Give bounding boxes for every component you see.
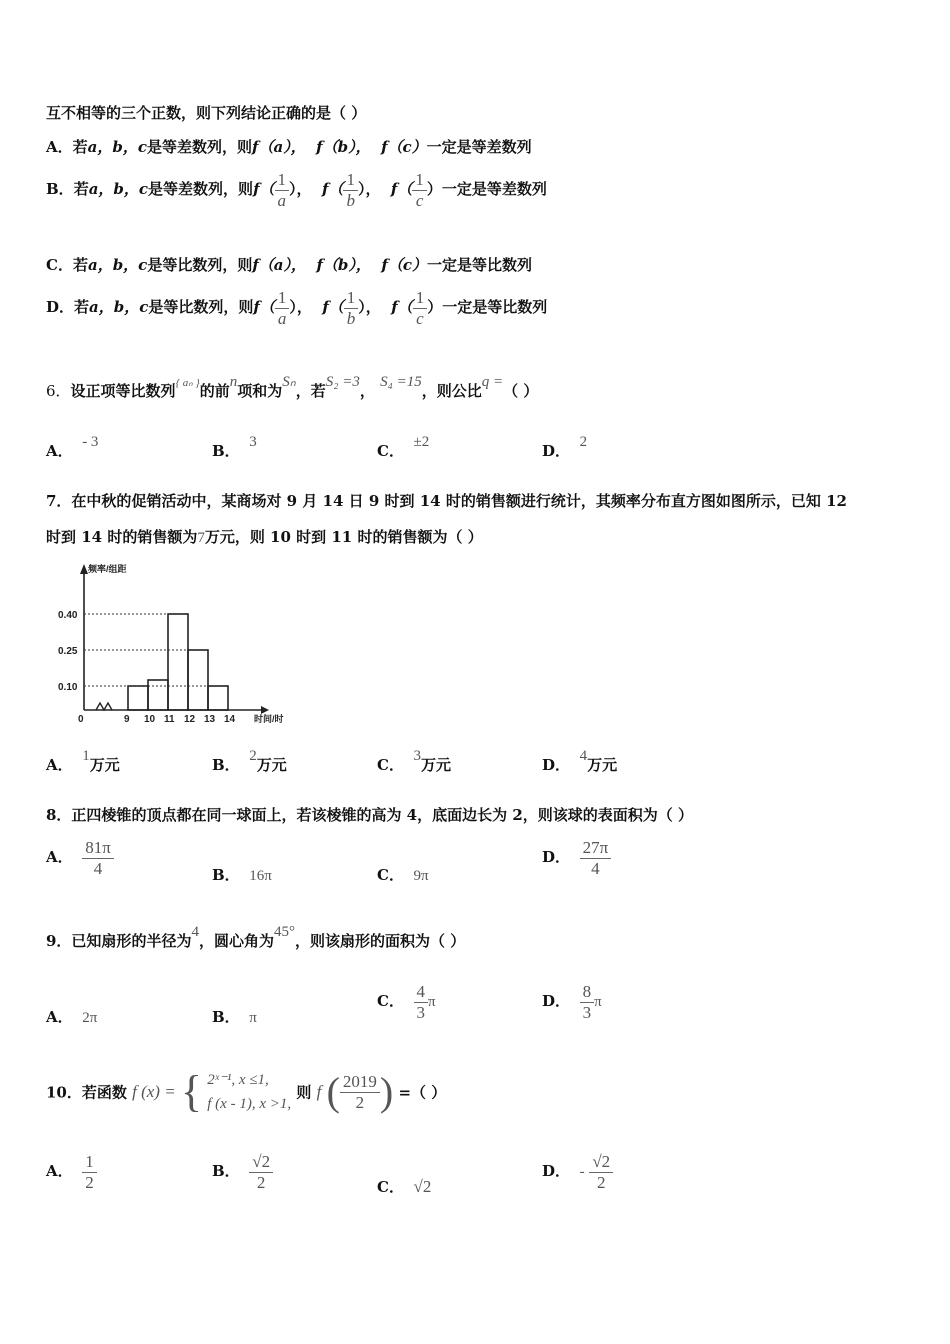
piecewise-cases: [207, 1068, 291, 1116]
x-axis-arrow: [261, 706, 269, 714]
q7-option-b[interactable]: [212, 748, 287, 775]
fraction-num: 4: [416, 982, 425, 1001]
option-value: - 3: [82, 434, 99, 450]
fraction: [580, 982, 595, 1022]
q5-option-c[interactable]: [46, 254, 532, 275]
option-tail: π: [594, 994, 602, 1011]
stem-text: ，若: [295, 382, 326, 400]
option-f1: f（a），: [252, 138, 306, 156]
fraction-num: √2: [592, 1152, 611, 1171]
stem-text: （ ）: [503, 382, 539, 400]
f-open: f（: [391, 298, 413, 317]
stem-text: 万元，则 10 时到 11 时的销售额为（ ）: [204, 528, 483, 546]
q10-option-c[interactable]: [377, 1176, 431, 1197]
fraction-num: 8: [582, 982, 592, 1001]
option-value: 2π: [82, 1010, 98, 1026]
fraction: [275, 288, 290, 328]
x-tick-label: 11: [164, 714, 175, 725]
fraction-num: 1: [277, 288, 287, 307]
fraction: [413, 288, 428, 328]
option-f2: f（b），: [316, 256, 371, 274]
histogram-bar: [148, 680, 168, 710]
stem-text: 则: [296, 1083, 312, 1102]
sn-symbol: Sₙ: [282, 374, 296, 390]
histogram-bar: [208, 686, 228, 710]
fraction-num: 81π: [85, 838, 111, 857]
paren-close: ），: [358, 298, 381, 317]
option-text-mid: 是等比数列，则: [147, 256, 253, 274]
option-tail: π: [428, 994, 436, 1011]
option-value: 4: [579, 748, 588, 764]
option-value: π: [249, 1010, 257, 1026]
fraction: [82, 1152, 97, 1192]
q10-option-b[interactable]: [212, 1152, 273, 1192]
function-symbol: f: [316, 1082, 322, 1101]
fraction-num: 1: [346, 170, 355, 189]
q6-option-d[interactable]: [542, 434, 588, 461]
option-value: √2: [413, 1177, 432, 1196]
fraction: [249, 1152, 273, 1192]
fraction-den: 2: [249, 1172, 273, 1193]
y-tick-label: 0.25: [58, 646, 78, 657]
option-label: D．: [542, 992, 571, 1011]
stem-text: 的前: [199, 382, 230, 400]
q8-option-a[interactable]: [46, 838, 114, 878]
fraction: [343, 170, 358, 210]
fraction: [340, 1072, 380, 1112]
x-tick-label: 9: [124, 714, 130, 725]
q9-stem: [46, 924, 466, 951]
q8-option-d[interactable]: [542, 838, 611, 878]
f-open: f（: [253, 180, 275, 199]
option-label: C．: [377, 756, 404, 774]
q7-option-d[interactable]: [542, 748, 618, 775]
option-value: 2: [579, 434, 588, 450]
q9-option-b[interactable]: [212, 1006, 257, 1027]
fraction-den: a: [275, 308, 290, 329]
option-text-post: 一定是等差数列: [426, 138, 532, 156]
stem-text: 10．若函数: [46, 1083, 127, 1102]
f-open: f（: [390, 180, 413, 199]
fraction-den: 4: [580, 858, 612, 879]
q7-stem-line1: 7．在中秋的促销活动中，某商场对 9 月 14 日 9 时到 14 时的销售额进行统计，其频率分布直方图如图所示，已知 12: [46, 492, 847, 510]
fraction-num: 1: [415, 170, 424, 189]
fraction-den: c: [412, 190, 427, 211]
stem-text: ，圆心角为: [198, 932, 274, 950]
stem-text: ，则该扇形的面积为（ ）: [294, 932, 466, 950]
angle-value: 45°: [273, 924, 295, 940]
option-unit: 万元: [587, 756, 618, 774]
option-value: 16π: [249, 868, 272, 884]
option-label: D．: [542, 442, 571, 460]
q6-stem: [46, 374, 539, 401]
frequency-histogram: [46, 560, 306, 726]
q5-option-d[interactable]: [46, 288, 547, 328]
option-sign: -: [579, 1164, 585, 1181]
fraction: [580, 838, 612, 878]
option-label: D．: [542, 1162, 571, 1181]
x-tick-label: 13: [204, 714, 216, 725]
option-label: B．: [46, 180, 74, 199]
option-unit: 万元: [256, 756, 287, 774]
paren-right: ): [379, 1069, 394, 1114]
q9-option-c[interactable]: [377, 982, 436, 1022]
option-text-post: 一定是等比数列: [442, 298, 548, 317]
fraction-num: √2: [252, 1152, 271, 1171]
option-f2: f（b），: [316, 138, 371, 156]
y-tick-label: 0.10: [58, 682, 78, 693]
fraction-den: b: [344, 308, 359, 329]
stem-text: =（ ）: [398, 1083, 447, 1102]
y-axis-arrow: [80, 564, 88, 574]
q8-option-c[interactable]: [377, 864, 429, 885]
paren-close: ）: [426, 180, 442, 199]
q10-stem: [46, 1068, 446, 1116]
f-open: f（: [253, 298, 275, 317]
stem-text: ，: [359, 382, 375, 400]
amount-value: 7: [197, 530, 205, 546]
option-label: C．: [377, 866, 404, 884]
option-label: D．: [542, 756, 571, 774]
fraction: [344, 288, 359, 328]
q7-option-a[interactable]: [46, 748, 120, 775]
q-symbol: q =: [481, 374, 504, 390]
fraction-den: 3: [414, 1002, 429, 1023]
fraction: [275, 170, 290, 210]
option-value: ±2: [413, 434, 430, 450]
axis-break: [96, 703, 112, 710]
option-text-post: 一定是等比数列: [426, 256, 532, 274]
f-open: f（: [321, 180, 344, 199]
option-f1: f（a），: [252, 256, 307, 274]
q6-option-c[interactable]: [377, 434, 430, 461]
fraction-num: 2019: [342, 1071, 377, 1091]
x-tick-label: 14: [224, 714, 236, 725]
radius-value: 4: [191, 924, 199, 940]
q5-option-a[interactable]: [46, 136, 532, 157]
stem-text: 9．已知扇形的半径为: [46, 932, 192, 950]
fraction-den: 4: [82, 858, 114, 879]
option-label: B．: [212, 756, 240, 774]
q10-option-d[interactable]: [542, 1152, 613, 1192]
q6-option-b[interactable]: [212, 434, 257, 461]
histogram-bar: [168, 614, 188, 710]
function-symbol: f (x) =: [132, 1082, 176, 1101]
option-vars: a，b，c: [87, 138, 147, 156]
option-value: 3: [249, 434, 257, 450]
q5-option-b[interactable]: [46, 170, 547, 210]
fraction: [589, 1152, 613, 1192]
option-vars: a，b，c: [87, 256, 148, 274]
paren-close: ），: [357, 180, 381, 199]
fraction-den: b: [343, 190, 358, 211]
x-tick-label: 12: [184, 714, 196, 725]
option-f3: f（c）: [381, 256, 427, 274]
option-text-post: 一定是等差数列: [441, 180, 547, 199]
question-number: 6．: [46, 382, 71, 400]
y-tick-label: 0.40: [58, 610, 78, 621]
option-value: 3: [413, 748, 421, 764]
option-label: A．: [46, 848, 73, 867]
option-label: A．: [46, 442, 73, 460]
histogram-bar: [188, 650, 208, 710]
option-label: A．: [46, 1162, 73, 1181]
paren-left: (: [326, 1069, 340, 1114]
fraction: [82, 838, 114, 878]
q5-stem: 互不相等的三个正数，则下列结论正确的是（ ）: [46, 104, 367, 122]
option-label: A．: [46, 756, 73, 774]
option-value: 2: [249, 748, 257, 764]
x-tick-label: 10: [144, 714, 156, 725]
x-axis-label: 时间/时: [254, 714, 284, 724]
s2-condition: S₂ =3: [325, 374, 360, 390]
option-text-pre: 若: [73, 180, 89, 199]
option-label: C．: [46, 256, 73, 274]
stem-text: 时到 14 时的销售额为: [46, 528, 198, 546]
option-f3: f（c）: [381, 138, 427, 156]
option-label: D．: [542, 848, 571, 867]
fraction-num: 27π: [582, 838, 609, 857]
fraction-den: a: [275, 190, 290, 211]
q8-option-b[interactable]: [212, 864, 272, 885]
option-label: B．: [212, 1162, 240, 1181]
q10-option-a[interactable]: [46, 1152, 97, 1192]
histogram-bar: [128, 686, 148, 710]
paren-close: ）: [427, 298, 443, 317]
fraction-num: 1: [277, 170, 287, 189]
option-text-mid: 是等差数列，则: [147, 138, 253, 156]
stem-text: ，则公比: [421, 382, 482, 400]
option-text-pre: 若: [72, 256, 88, 274]
option-unit: 万元: [89, 756, 120, 774]
fraction: [412, 170, 427, 210]
option-label: B．: [212, 866, 240, 884]
fraction-num: 1: [346, 288, 356, 307]
stem-text: 项和为: [237, 382, 283, 400]
f-open: f（: [322, 298, 344, 317]
option-text-mid: 是等差数列，则: [148, 180, 254, 199]
option-text-mid: 是等比数列，则: [148, 298, 254, 317]
option-text-pre: 若: [74, 298, 90, 317]
fraction-num: 1: [85, 1152, 94, 1171]
option-label: A．: [46, 138, 73, 156]
s4-condition: S₄ =15: [380, 374, 422, 390]
option-label: C．: [377, 1178, 404, 1196]
option-label: B．: [212, 1008, 240, 1026]
paren-close: ），: [289, 180, 312, 199]
q9-option-d[interactable]: [542, 982, 602, 1022]
option-value: 9π: [413, 868, 429, 884]
fraction-den: 3: [580, 1002, 595, 1023]
q6-option-a[interactable]: [46, 434, 99, 461]
q8-stem: 8．正四棱锥的顶点都在同一球面上，若该棱锥的高为 4，底面边长为 2，则该球的表面积为（ ）: [46, 806, 693, 824]
q9-option-a[interactable]: [46, 1006, 97, 1027]
fraction-den: 2: [589, 1172, 613, 1193]
fraction-den: 2: [340, 1092, 380, 1113]
paren-close: ），: [289, 298, 312, 317]
option-label: B．: [212, 442, 240, 460]
y-axis-label: 频率/组距: [88, 564, 127, 574]
q7-option-c[interactable]: [377, 748, 452, 775]
origin-label: 0: [78, 714, 84, 725]
fraction-den: c: [413, 308, 428, 329]
q7-stem-line2: [46, 526, 483, 547]
case-2: f (x - 1), x >1,: [207, 1096, 292, 1112]
option-vars: a，b，c: [89, 298, 149, 317]
option-label: A．: [46, 1008, 73, 1026]
option-label: C．: [377, 992, 404, 1011]
option-unit: 万元: [421, 756, 452, 774]
case-1: 2ˣ⁻¹, x ≤1,: [207, 1072, 269, 1088]
option-label: C．: [377, 442, 404, 460]
fraction-den: 2: [82, 1172, 97, 1193]
option-label: D．: [46, 298, 75, 317]
fraction: [414, 982, 429, 1022]
option-value: 1: [82, 748, 90, 764]
sequence-symbol: { aₙ }: [175, 377, 200, 389]
n-symbol: n: [229, 374, 238, 390]
option-vars: a，b，c: [88, 180, 149, 199]
option-text-pre: 若: [72, 138, 88, 156]
stem-text: 设正项等比数列: [70, 382, 176, 400]
fraction-num: 1: [415, 288, 425, 307]
piecewise-brace: {: [180, 1067, 203, 1116]
